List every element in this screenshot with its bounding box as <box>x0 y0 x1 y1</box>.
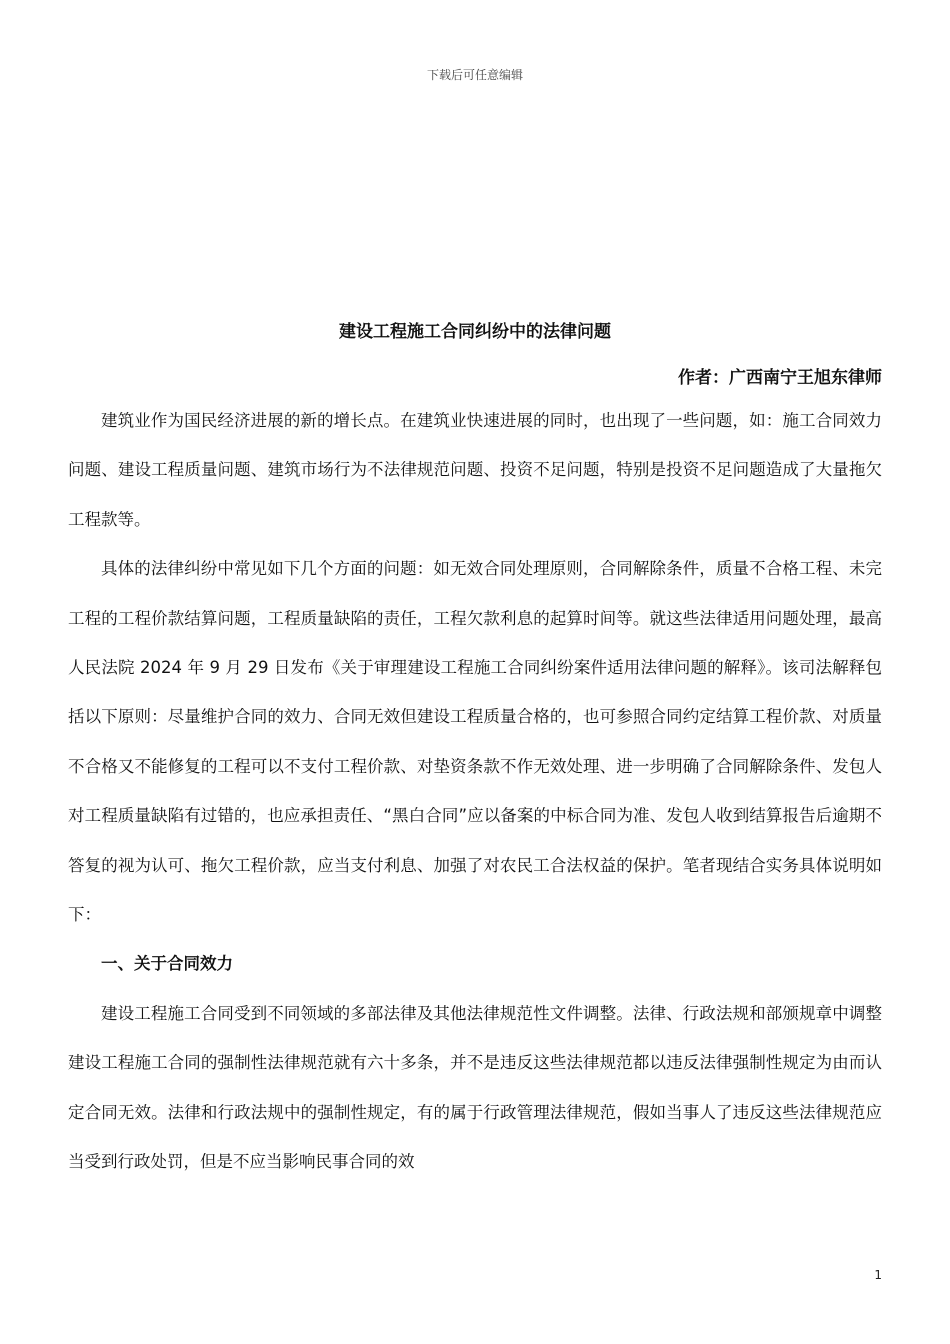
body-paragraph-contract-validity: 建设工程施工合同受到不同领域的多部法律及其他法律规范性文件调整。法律、行政法规和部颁规章中调整建设工程施工合同的强制性法律规范就有六十多条，并不是违反这些法律规范都以违反法律强制性规定为由而认定合同无效。法律和行政法规中的强制性规定，有的属于行政管理法律规范，假如当事人了违反这些法律规范应当受到行政处罚，但是不应当影响民事合同的效 <box>68 1003 882 1172</box>
section-heading-contract-validity: 一、关于合同效力 <box>101 954 233 974</box>
body-paragraph-disputes: 具体的法律纠纷中常见如下几个方面的问题：如无效合同处理原则，合同解除条件，质量不合格工程、未完工程的工程价款结算问题，工程质量缺陷的责任，工程欠款利息的起算时间等。就这些法律适用问题处理，最高人民法院 2024 年 9 月 29 日发布《关于审理建设工程施工合同纠纷案件适用法律问题的解释》。该司法解释包括以下原则：尽量维护合同的效力、合同无效但建设工程质量合格的，也可参照合同约定结算工程价款、对质量不合格又不能修复的工程可以不支付工程价款、对垫资条款不作无效处理、进一步明确了合同解除条件、发包人对工程质量缺陷有过错的，也应承担责任、“黑白合同”应以备案的中标合同为准、发包人收到结算报告后逾期不答复的视为认可、拖欠工程价款，应当支付利息、加强了对农民工合法权益的保护。笔者现结合实务具体说明如下： <box>68 559 882 925</box>
page-number: 1 <box>874 1268 882 1282</box>
body-paragraph-intro: 建筑业作为国民经济进展的新的增长点。在建筑业快速进展的同时，也出现了一些问题，如：施工合同效力问题、建设工程质量问题、建筑市场行为不法律规范问题、投资不足问题，特别是投资不足问题造成了大量拖欠工程款等。 <box>68 411 882 529</box>
page-header-note: 下载后可任意编辑 <box>426 68 523 82</box>
document-title: 建设工程施工合同纠纷中的法律问题 <box>339 322 611 342</box>
document-author: 作者：广西南宁王旭东律师 <box>678 368 882 388</box>
document-body <box>68 396 882 1187</box>
